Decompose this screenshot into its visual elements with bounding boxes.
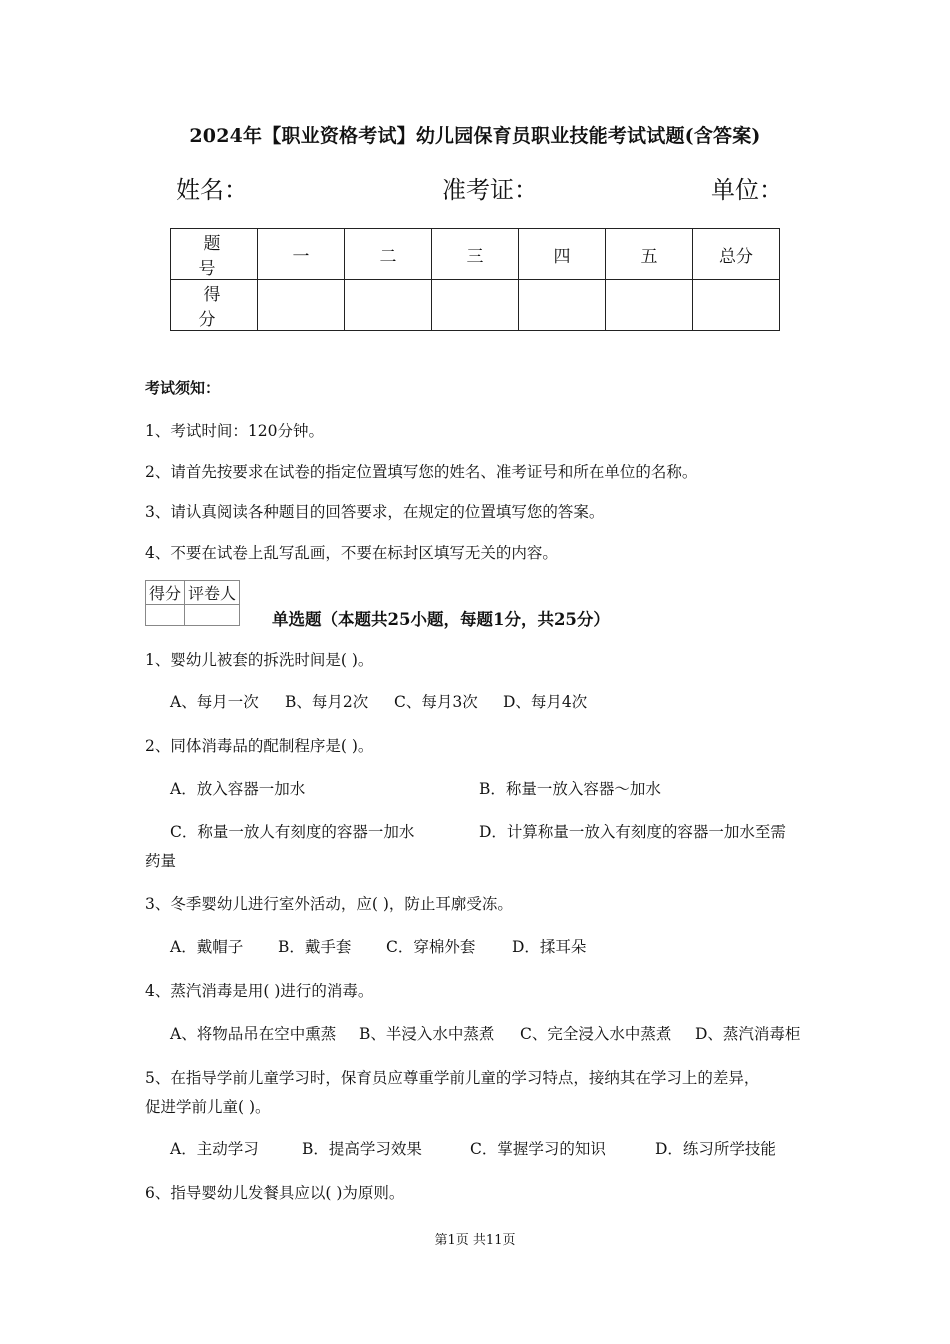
- question-option: C．掌握学习的知识: [470, 1140, 606, 1158]
- question-option: D．练习所学技能: [655, 1140, 776, 1158]
- name-field-label: 姓名：: [176, 176, 248, 204]
- question-option: B．提高学习效果: [302, 1140, 422, 1158]
- grader-reviewer-label: 评卷人: [185, 581, 240, 605]
- header-cell: 五: [606, 229, 693, 280]
- question-option: B、半浸入水中蒸煮: [359, 1025, 495, 1043]
- question-option: B、每月2次: [285, 693, 369, 711]
- question-option: D．揉耳朵: [512, 938, 587, 956]
- question-option: A．戴帽子: [170, 938, 244, 956]
- question-option: C．穿棉外套: [386, 938, 476, 956]
- question-stem: 1、婴幼儿被套的拆洗时间是( )。: [145, 651, 374, 669]
- question-option: B．戴手套: [278, 938, 352, 956]
- score-cell[interactable]: [606, 280, 693, 331]
- grader-score-cell[interactable]: [146, 605, 185, 626]
- page-title: 2024年【职业资格考试】幼儿园保育员职业技能考试试题(含答案): [189, 125, 761, 147]
- question-stem: 3、冬季婴幼儿进行室外活动，应( )，防止耳廓受冻。: [145, 895, 513, 913]
- notice-item: 4、不要在试卷上乱写乱画，不要在标封区填写无关的内容。: [145, 544, 558, 562]
- header-cell: 总分: [693, 229, 780, 280]
- score-cell[interactable]: [432, 280, 519, 331]
- page-footer: 第1页 共11页: [434, 1233, 516, 1248]
- notice-item: 2、请首先按要求在试卷的指定位置填写您的姓名、准考证号和所在单位的名称。: [145, 463, 698, 481]
- score-table-score-row: [171, 280, 780, 331]
- question-stem-continuation: 促进学前儿童( )。: [145, 1098, 271, 1116]
- question-stem: 5、在指导学前儿童学习时，保育员应尊重学前儿童的学习特点，接纳其在学习上的差异，: [145, 1069, 760, 1087]
- question-stem: 4、蒸汽消毒是用( )进行的消毒。: [145, 982, 374, 1000]
- question-option: C．称量一放人有刻度的容器一加水: [170, 823, 415, 841]
- score-cell[interactable]: [345, 280, 432, 331]
- score-row-label: 得 分: [171, 280, 258, 331]
- header-cell: 二: [345, 229, 432, 280]
- score-table: [170, 228, 780, 331]
- header-cell: 三: [432, 229, 519, 280]
- grader-reviewer-cell[interactable]: [185, 605, 240, 626]
- question-stem: 2、同体消毒品的配制程序是( )。: [145, 737, 374, 755]
- header-cell: 四: [519, 229, 606, 280]
- score-table-header-row: [171, 229, 780, 280]
- header-cell: 一: [258, 229, 345, 280]
- score-cell[interactable]: [258, 280, 345, 331]
- question-option: D、蒸汽消毒柜: [695, 1025, 801, 1043]
- unit-field-label: 单位：: [711, 176, 783, 204]
- exam-id-field-label: 准考证：: [442, 176, 538, 204]
- notice-item: 3、请认真阅读各种题目的回答要求，在规定的位置填写您的答案。: [145, 503, 605, 521]
- question-option: D、每月4次: [503, 693, 588, 711]
- grader-box: [145, 580, 240, 626]
- question-option-continuation: 药量: [145, 852, 177, 870]
- question-option: A、每月一次: [170, 693, 259, 711]
- question-option: D．计算称量一放入有刻度的容器一加水至需: [479, 823, 786, 841]
- question-option: C、完全浸入水中蒸煮: [520, 1025, 672, 1043]
- section-title: 单选题（本题共25小题，每题1分，共25分）: [272, 610, 610, 629]
- score-cell[interactable]: [519, 280, 606, 331]
- header-cell: 题 号: [171, 229, 258, 280]
- question-option: C、每月3次: [394, 693, 478, 711]
- question-option: B．称量一放入容器～加水: [479, 780, 661, 798]
- score-cell[interactable]: [693, 280, 780, 331]
- notice-item: 1、考试时间：120分钟。: [145, 422, 324, 440]
- question-option: A．主动学习: [170, 1140, 259, 1158]
- question-stem: 6、指导婴幼儿发餐具应以( )为原则。: [145, 1184, 405, 1202]
- notice-heading: 考试须知：: [145, 379, 221, 397]
- question-option: A、将物品吊在空中熏蒸: [170, 1025, 337, 1043]
- grader-score-label: 得分: [146, 581, 185, 605]
- question-option: A．放入容器一加水: [170, 780, 306, 798]
